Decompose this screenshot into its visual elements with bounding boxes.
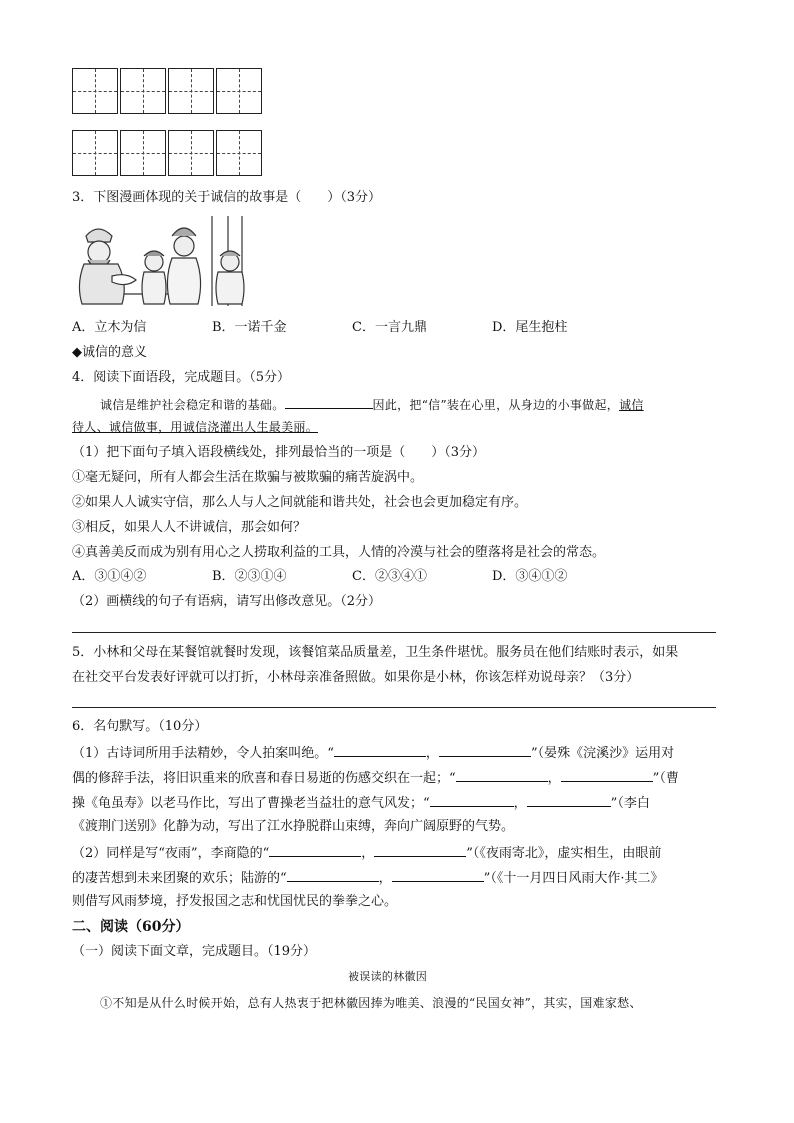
fill-blank[interactable] xyxy=(287,867,379,882)
q6-line-7: 则借写风雨梦境，抒发报国之志和忧国忧民的拳拳之心。 xyxy=(72,894,398,909)
fill-blank[interactable] xyxy=(392,867,484,882)
q4-stem: 4．阅读下面语段，完成题目。（5分） xyxy=(72,370,291,385)
text: ， xyxy=(513,796,527,811)
q5-line-1: 5．小林和父母在某餐馆就餐时发现，该餐馆菜品质量差，卫生条件堪忧。服务员在他们结账时表示，如果 xyxy=(72,645,679,660)
fill-blank[interactable] xyxy=(527,792,611,807)
writing-grid-row-1[interactable] xyxy=(72,68,264,114)
sentence-3: ③相反，如果人人不讲诚信，那会如何？ xyxy=(72,520,307,535)
grid-cell[interactable] xyxy=(168,130,214,176)
q3-option-d[interactable]: D．尾生抱柱 xyxy=(492,320,568,335)
underlined-sentence: 待人、诚信做事，用诚信浇灌出人生最美丽。 xyxy=(72,420,319,434)
reading-stem: （一）阅读下面文章，完成题目。（19分） xyxy=(72,944,317,959)
text: 偶的修辞手法，将旧识重来的欣喜和春日易逝的伤感交织在一起；“ xyxy=(72,771,456,786)
q4-option-c[interactable]: C．②③④① xyxy=(352,569,427,584)
q3-option-b[interactable]: B．一诺千金 xyxy=(212,320,287,335)
q4-sub2: （2）画横线的句子有语病，请写出修改意见。（2分） xyxy=(72,594,382,609)
q6-stem: 6．名句默写。（10分） xyxy=(72,719,208,734)
fill-blank[interactable] xyxy=(456,767,548,782)
text: （2）同样是写“夜雨”，李商隐的“ xyxy=(72,846,270,861)
fill-blank[interactable] xyxy=(334,742,426,757)
passage-text: 因此，把“信”装在心里，从身边的小事做起， xyxy=(372,398,620,412)
text: ， xyxy=(425,746,439,761)
text: ”（曹 xyxy=(652,771,679,786)
passage-blank[interactable] xyxy=(285,394,373,409)
fill-blank[interactable] xyxy=(374,842,466,857)
grid-cell[interactable] xyxy=(216,130,262,176)
text: ”（李白 xyxy=(610,796,650,811)
grid-cell[interactable] xyxy=(120,130,166,176)
passage-text: 诚信是维护社会稳定和谐的基础。 xyxy=(100,398,285,412)
q4-option-b[interactable]: B．②③①④ xyxy=(212,569,287,584)
text: ”（《十一月四日风雨大作·其二》 xyxy=(483,871,664,886)
answer-line[interactable] xyxy=(72,632,716,633)
text: 操《龟虽寿》以老马作比，写出了曹操老当益壮的意气风发；“ xyxy=(72,796,430,811)
writing-grid-row-2[interactable] xyxy=(72,130,264,176)
fill-blank[interactable] xyxy=(430,792,514,807)
q6-line-5 xyxy=(72,842,661,864)
grid-cell[interactable] xyxy=(216,68,262,114)
cartoon-illustration xyxy=(72,214,258,308)
q6-line-2 xyxy=(72,767,679,789)
grid-cell[interactable] xyxy=(168,68,214,114)
text: ， xyxy=(361,846,375,861)
q6-line-3 xyxy=(72,792,650,814)
fill-blank[interactable] xyxy=(269,842,361,857)
text: ”（《夜雨寄北》，虚实相生，由眼前 xyxy=(466,846,662,861)
sentence-1: ①毫无疑问，所有人都会生活在欺骗与被欺骗的痛苦旋涡中。 xyxy=(72,470,424,485)
text: 的凄苦想到未来团聚的欢乐；陆游的“ xyxy=(72,871,287,886)
article-paragraph-1: ①不知是从什么时候开始，总有人热衷于把林徽因捧为唯美、浪漫的“民国女神”，其实，国难家愁、 xyxy=(100,996,642,1010)
q3-option-a[interactable]: A．立木为信 xyxy=(72,320,147,335)
text: ， xyxy=(378,871,392,886)
article-title: 被误读的林徽因 xyxy=(348,970,428,983)
grid-cell[interactable] xyxy=(72,130,118,176)
q3-stem: 3．下图漫画体现的关于诚信的故事是（ ）（3分） xyxy=(72,190,382,205)
q4-passage-line-1 xyxy=(100,394,644,413)
grid-cell[interactable] xyxy=(120,68,166,114)
sentence-4: ④真善美反而成为别有用心之人捞取利益的工具，人情的冷漠与社会的堕落将是社会的常态。 xyxy=(72,545,606,560)
answer-line[interactable] xyxy=(72,707,716,708)
fill-blank[interactable] xyxy=(439,742,531,757)
fill-blank[interactable] xyxy=(561,767,653,782)
q4-option-d[interactable]: D．③④①② xyxy=(492,569,568,584)
sentence-2: ②如果人人诚实守信，那么人与人之间就能和谐共处，社会也会更加稳定有序。 xyxy=(72,495,528,510)
grid-cell[interactable] xyxy=(72,68,118,114)
q4-sub1: （1）把下面句子填入语段横线处，排列最恰当的一项是（ ）（3分） xyxy=(72,445,486,460)
q4-option-a[interactable]: A．③①④② xyxy=(72,569,147,584)
underlined-sentence: 诚信 xyxy=(619,398,644,412)
text: （1）古诗词所用手法精妙，令人拍案叫绝。“ xyxy=(72,746,334,761)
section-heading: 二、阅读（60分） xyxy=(72,919,190,935)
q6-line-4: 《渡荆门送别》化静为动，写出了江水挣脱群山束缚，奔向广阔原野的气势。 xyxy=(72,819,515,834)
q3-option-c[interactable]: C．一言九鼎 xyxy=(352,320,427,335)
q5-line-2: 在社交平台发表好评就可以打折，小林母亲准备照做。如果你是小林，你该怎样劝说母亲？（3分） xyxy=(72,670,640,685)
text: ， xyxy=(547,771,561,786)
q6-line-6 xyxy=(72,867,663,889)
section-note: ◆诚信的意义 xyxy=(72,345,147,360)
text: ”（晏殊《浣溪沙》运用对 xyxy=(530,746,675,761)
q6-line-1 xyxy=(72,742,674,764)
